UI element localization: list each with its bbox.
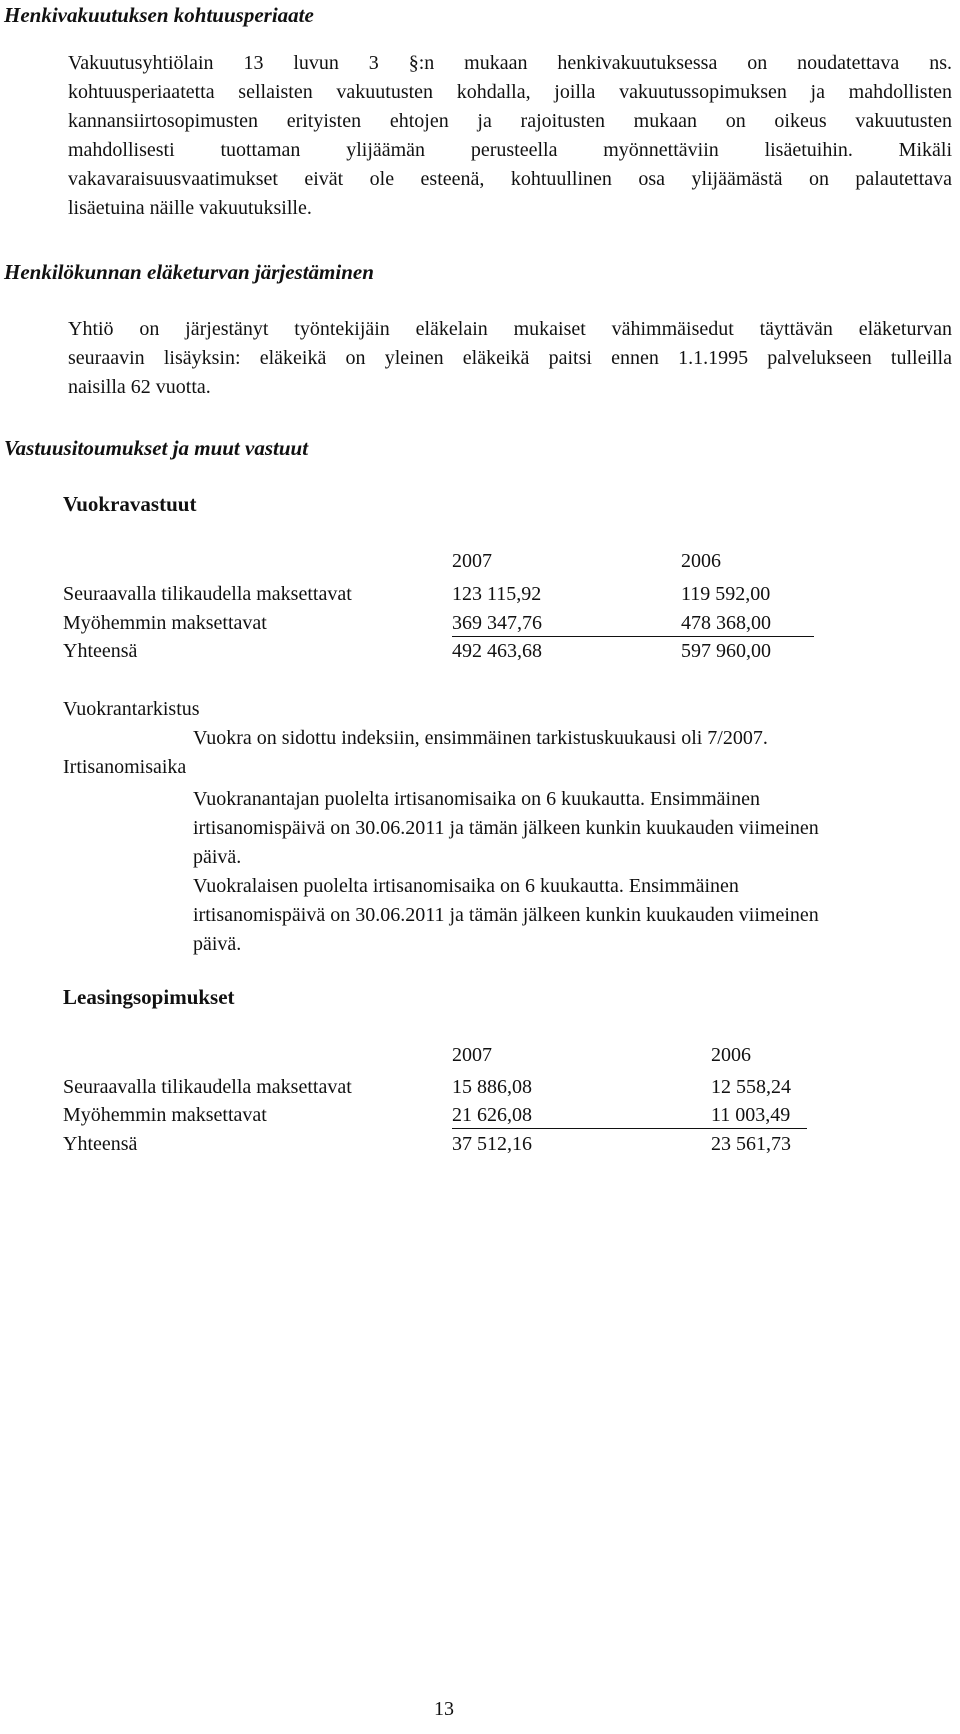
paragraph-life-insurance	[68, 49, 952, 223]
table-cell-2007: 37 512,16	[452, 1133, 532, 1155]
table-cell-2006: 12 558,24	[711, 1076, 791, 1098]
termination-line: Vuokralaisen puolelta irtisanomisaika on 6 kuukautta. Ensimmäinen	[193, 875, 739, 897]
rent-review-title: Vuokrantarkistus	[63, 698, 200, 720]
table-cell-2007: 369 347,76	[452, 612, 542, 634]
rent-col-2007: 2007	[452, 550, 492, 572]
table-cell-2006: 478 368,00	[681, 612, 771, 634]
table-cell-2006: 597 960,00	[681, 640, 771, 662]
table-cell-2007: 21 626,08	[452, 1104, 532, 1126]
table-cell-2007: 123 115,92	[452, 583, 542, 605]
paragraph-line: Yhtiö on järjestänyt työntekijäin eläkelain mukaiset vähimmäisedut täyttävän eläketurvan	[68, 318, 952, 340]
paragraph-line: kannansiirtosopimusten erityisten ehtojen ja rajoitusten mukaan on oikeus vakuutusten	[68, 110, 952, 132]
paragraph-line: vakavaraisuusvaatimukset eivät ole esteenä, kohtuullinen osa ylijäämästä on palautettava	[68, 168, 952, 190]
subtotal-rule	[452, 636, 814, 637]
subtotal-rule	[452, 1128, 807, 1129]
table-cell-2006: 23 561,73	[711, 1133, 791, 1155]
paragraph-line: Vakuutusyhtiölain 13 luvun 3 §:n mukaan henkivakuutuksessa on noudatettava ns.	[68, 52, 952, 74]
rent-review-text: Vuokra on sidottu indeksiin, ensimmäinen tarkistuskuukausi oli 7/2007.	[193, 727, 768, 749]
page-number: 13	[434, 1698, 454, 1720]
leasing-title: Leasingsopimukset	[63, 985, 235, 1009]
leasing-col-2006: 2006	[711, 1044, 751, 1066]
table-cell-2007: 492 463,68	[452, 640, 542, 662]
paragraph-line: mahdollisesti tuottaman ylijäämän perusteella myönnettäviin lisäetuihin. Mikäli	[68, 139, 952, 161]
table-row-label: Seuraavalla tilikaudella maksettavat	[63, 1076, 352, 1098]
paragraph-pension	[68, 315, 952, 402]
table-row-label: Yhteensä	[63, 640, 138, 662]
table-row-label: Myöhemmin maksettavat	[63, 1104, 267, 1126]
rent-col-2006: 2006	[681, 550, 721, 572]
paragraph-line: kohtuusperiaatetta sellaisten vakuutusten kohdalla, joilla vakuutussopimuksen ja mahdollisten	[68, 81, 952, 103]
termination-line: päivä.	[193, 933, 242, 955]
termination-line: irtisanomispäivä on 30.06.2011 ja tämän jälkeen kunkin kuukauden viimeinen	[193, 904, 819, 926]
paragraph-line: seuraavin lisäyksin: eläkeikä on yleinen eläkeikä paitsi ennen 1.1.1995 palvelukseen tulleilla	[68, 347, 952, 369]
rent-title: Vuokravastuut	[63, 492, 197, 516]
termination-line: Vuokranantajan puolelta irtisanomisaika on 6 kuukautta. Ensimmäinen	[193, 788, 760, 810]
paragraph-line: naisilla 62 vuotta.	[68, 376, 211, 398]
termination-line: irtisanomispäivä on 30.06.2011 ja tämän jälkeen kunkin kuukauden viimeinen	[193, 817, 819, 839]
paragraph-line: lisäetuina näille vakuutuksille.	[68, 197, 312, 219]
leasing-col-2007: 2007	[452, 1044, 492, 1066]
table-cell-2006: 11 003,49	[711, 1104, 791, 1126]
section-heading-life-insurance: Henkivakuutuksen kohtuusperiaate	[4, 3, 314, 27]
section-heading-pension: Henkilökunnan eläketurvan järjestäminen	[4, 260, 374, 284]
termination-title: Irtisanomisaika	[63, 756, 187, 778]
table-row-label: Yhteensä	[63, 1133, 138, 1155]
termination-line: päivä.	[193, 846, 242, 868]
termination-text	[193, 785, 819, 959]
table-row-label: Myöhemmin maksettavat	[63, 612, 267, 634]
table-cell-2006: 119 592,00	[681, 583, 771, 605]
section-heading-commitments: Vastuusitoumukset ja muut vastuut	[4, 436, 309, 460]
table-cell-2007: 15 886,08	[452, 1076, 532, 1098]
table-row-label: Seuraavalla tilikaudella maksettavat	[63, 583, 352, 605]
